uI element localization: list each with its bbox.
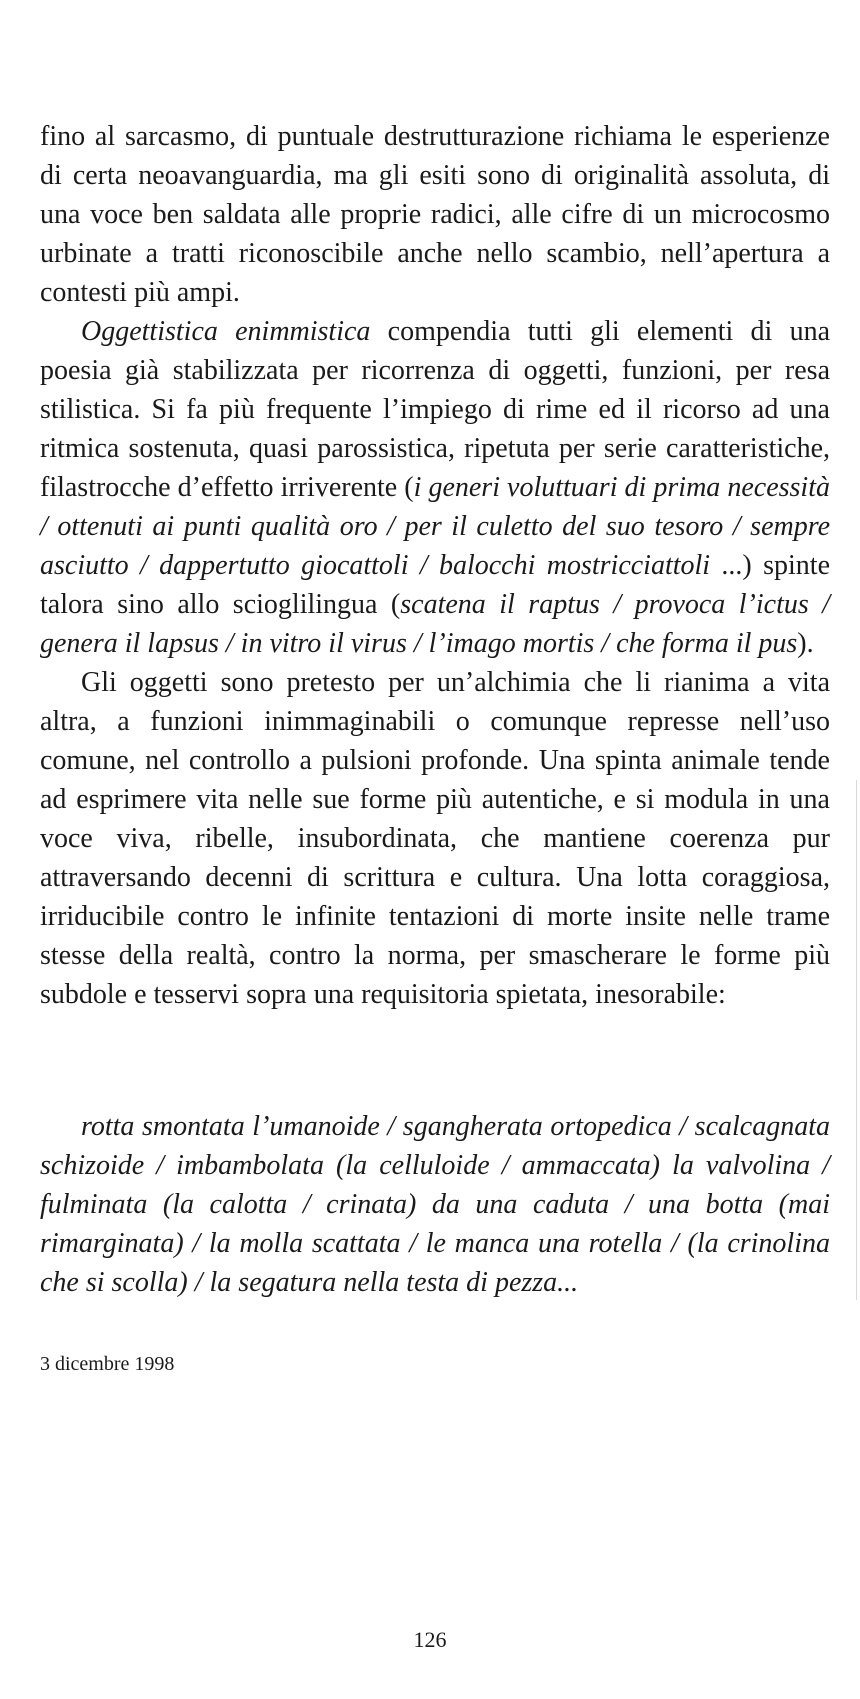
- date-line: 3 dicembre 1998: [40, 1353, 175, 1375]
- inline-quote-1: i generi voluttuari di prima necessità / ottenuti ai punti qualità oro / per il culetto del suo tesoro / sempre asciutto / dappertutto giocattoli / balocchi mostricciattoli: [40, 472, 830, 581]
- book-title: Oggettistica enimmistica: [81, 316, 371, 347]
- page-number: 126: [413, 1627, 447, 1652]
- paragraph-2: [40, 312, 830, 663]
- paragraph-2-text-c: ).: [797, 628, 814, 659]
- paragraph-1: fino al sarcasmo, di puntuale destrutturazione richiama le esperienze di certa neoavanguardia, ma gli esiti sono di originalità assoluta, di una voce ben saldata alle proprie radici, alle cifre di un microcosmo urbinate a tratti riconoscibile anche nello scambio, nell’apertura a contesti più ampi.: [40, 121, 830, 308]
- page-edge-shadow: [856, 780, 857, 1300]
- poem-quote: rotta smontata l’umanoide / sgangherata ortopedica / scalcagnata schizoide / imbambolata (la celluloide / ammaccata) la valvolina / fulminata (la calotta / crinata) da una caduta / una botta (mai rimarginata) / la molla scattata / le manca una rotella / (la crinolina che si scolla) / la segatura nella testa di pezza...: [40, 1111, 830, 1298]
- paragraph-2-text-b: ...) spinte talora sino allo scioglilingua (: [40, 550, 830, 620]
- paragraph-3: Gli oggetti sono pretesto per un’alchimia che li rianima a vita altra, a funzioni inimmaginabili o comunque represse nell’uso comune, nel controllo a pulsioni profonde. Una spinta animale tende ad esprimere vita nelle sue forme più autentiche, e si modula in una voce viva, ribelle, insubordinata, che mantiene coerenza pur attraversando decenni di scrittura e cultura. Una lotta coraggiosa, irriducibile contro le infinite tentazioni di morte insite nelle trame stesse della realtà, contro la norma, per smascherare le forme più subdole e tesservi sopra una requisitoria spietata, inesorabile:: [40, 667, 830, 1010]
- paragraph-2-text-a: compendia tutti gli elementi di una poesia già stabilizzata per ricorrenza di oggetti, funzioni, per resa stilistica. Si fa più frequente l’impiego di rime ed il ricorso ad una ritmica sostenuta, quasi parossistica, ripetuta per serie caratteristiche, filastrocche d’effetto irriverente (: [40, 316, 830, 503]
- inline-quote-2: scatena il raptus / provoca l’ictus / genera il lapsus / in vitro il virus / l’imago mortis / che forma il pus: [40, 589, 831, 659]
- body-text: [40, 117, 830, 1014]
